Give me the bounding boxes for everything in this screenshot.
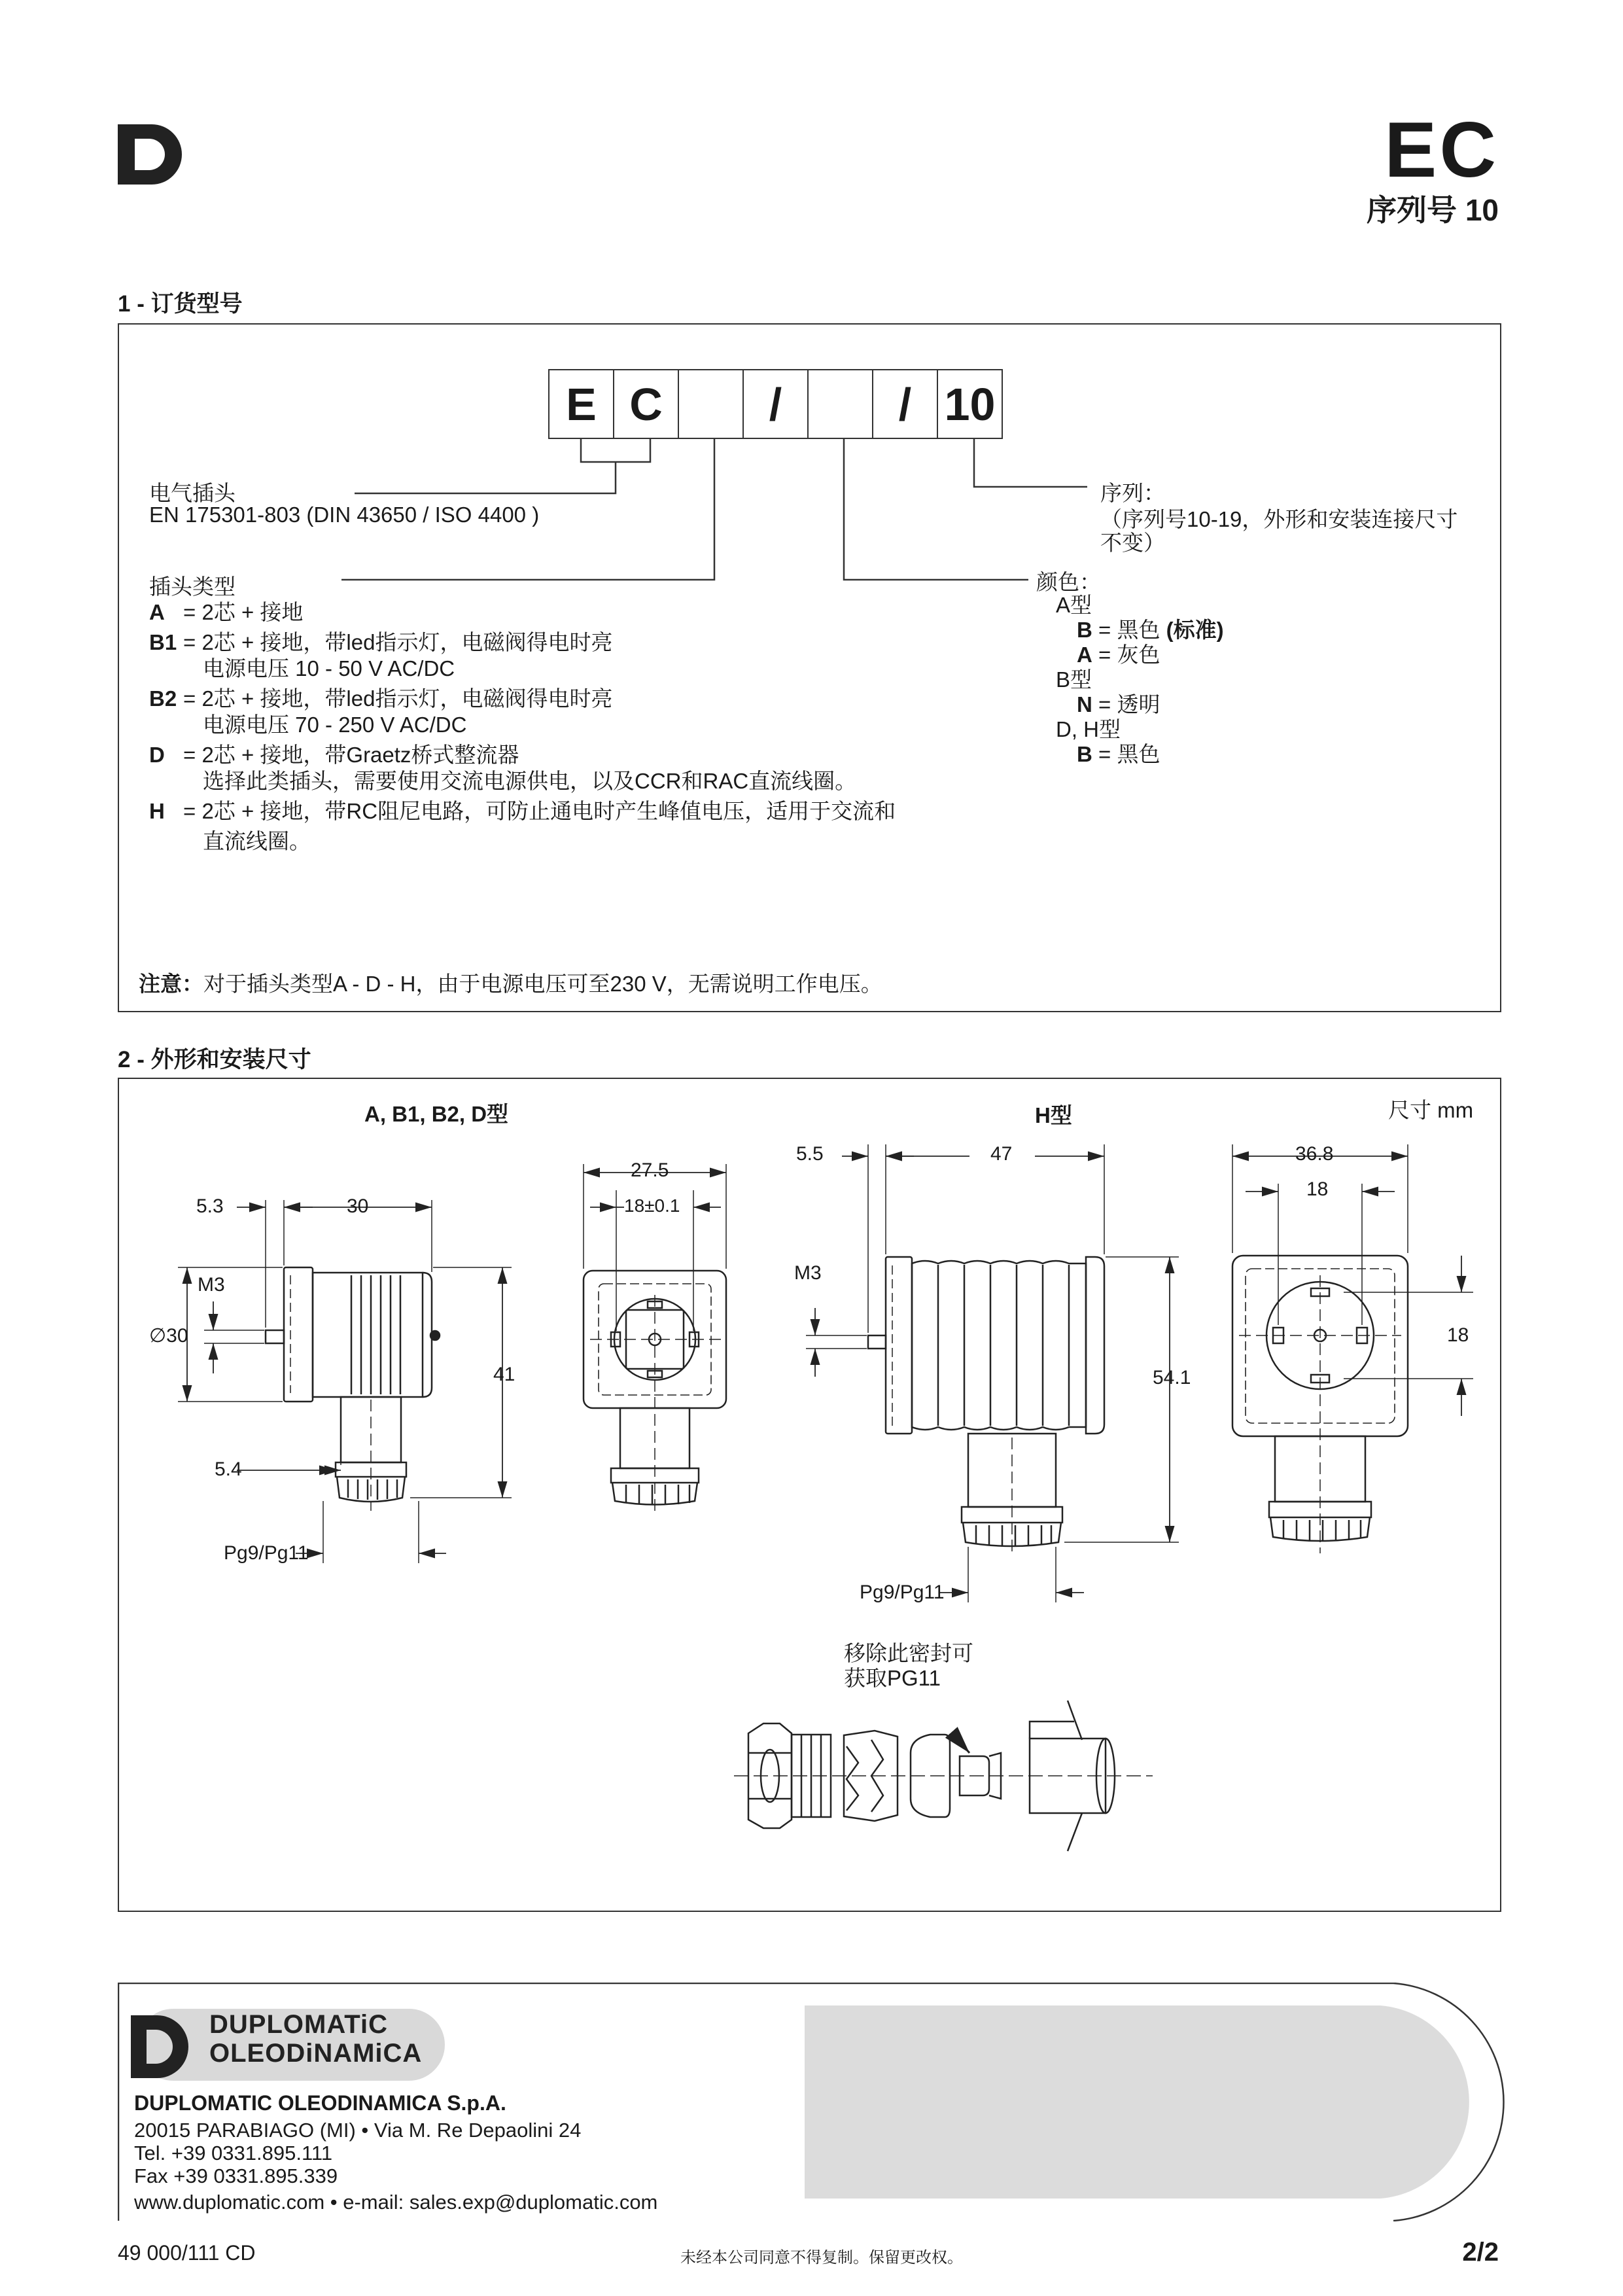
color-a-black: B = 黑色 (标准)	[1077, 618, 1224, 642]
document-number: 49 000/111 CD	[118, 2241, 256, 2265]
dim-5-3: 5.3	[196, 1195, 224, 1217]
company-tel: Tel. +39 0331.895.111	[134, 2142, 333, 2164]
plug-type-h-note: 直流线圈。	[203, 829, 311, 853]
color-group-a-title: A型	[1056, 593, 1092, 617]
remove-seal-note-1: 移除此密封可	[844, 1641, 973, 1665]
color-b-transparent: N = 透明	[1077, 692, 1161, 716]
duplomatic-logo-icon	[118, 124, 183, 190]
section1-title: 1 - 订货型号	[118, 291, 243, 317]
left-drawing-title: A, B1, B2, D型	[364, 1102, 509, 1126]
dim-m3-left: M3	[198, 1274, 225, 1296]
company-web-email[interactable]: www.duplomatic.com • e-mail: sales.exp@duplomatic.com	[134, 2191, 658, 2214]
plug-type-b1-voltage: 电源电压 10 - 50 V AC/DC	[203, 656, 455, 680]
technical-drawings	[119, 1079, 1499, 1910]
dim-27-5: 27.5	[631, 1159, 669, 1181]
company-name: DUPLOMATIC OLEODINAMICA S.p.A.	[134, 2091, 506, 2115]
color-group-b-title: B型	[1056, 667, 1092, 692]
remove-seal-note-2: 获取PG11	[844, 1666, 941, 1690]
brand-line-2: OLEODiNAMiCA	[209, 2039, 423, 2068]
dim-36-8: 36.8	[1295, 1143, 1334, 1165]
dim-47: 47	[990, 1143, 1013, 1165]
note: 注意：对于插头类型A - D - H，由于电源电压可至230 V，无需说明工作电压。	[139, 972, 882, 996]
plug-type-b2: B2 = 2芯 + 接地，带led指示灯，电磁阀得电时亮	[149, 686, 613, 711]
dim-diameter-30: ∅30	[149, 1325, 188, 1347]
dim-18-right-a: 18	[1306, 1178, 1329, 1200]
color-label: 颜色：	[1036, 570, 1101, 594]
code-cell-4: /	[742, 369, 809, 439]
company-address: 20015 PARABIAGO (MI) • Via M. Re Depaolini 24	[134, 2119, 582, 2142]
color-list	[1056, 593, 1224, 767]
dim-m3-right: M3	[794, 1262, 822, 1284]
dimensions-frame	[118, 1078, 1501, 1912]
series-note-2: 不变）	[1100, 531, 1165, 555]
connector-standard: EN 175301-803 (DIN 43650 / ISO 4400 )	[149, 503, 540, 527]
code-cell-7: 10	[937, 369, 1003, 439]
ordering-code-frame	[118, 323, 1501, 1012]
code-cell-6: /	[872, 369, 938, 439]
cable-gland-exploded	[734, 1701, 1153, 1851]
dim-pg-left: Pg9/Pg11	[224, 1542, 309, 1564]
company-fax: Fax +39 0331.895.339	[134, 2164, 338, 2187]
plug-type-list	[149, 599, 896, 855]
page-number: 2/2	[1462, 2238, 1499, 2267]
code-cell-2: C	[613, 369, 679, 439]
plug-type-b2-voltage: 电源电压 70 - 250 V AC/DC	[203, 713, 467, 737]
series-label: 序列：	[1100, 481, 1165, 505]
series-title: 序列号 10	[1367, 193, 1499, 227]
plug-type-d-note: 选择此类插头，需要使用交流电源供电，以及CCR和RAC直流线圈。	[203, 769, 857, 793]
plug-type-a: A = 2芯 + 接地	[149, 600, 304, 624]
brand-line-1: DUPLOMATiC	[209, 2010, 388, 2039]
color-dh-black: B = 黑色	[1077, 742, 1161, 766]
units-label: 尺寸 mm	[1388, 1098, 1474, 1122]
dim-18-right-b: 18	[1447, 1324, 1469, 1346]
plug-type-label: 插头类型	[149, 574, 236, 599]
dim-5-4: 5.4	[215, 1458, 242, 1480]
left-front-view	[584, 1164, 726, 1514]
leader-lines	[119, 325, 1499, 599]
series-note-1: （序列号10-19，外形和安装连接尺寸	[1100, 507, 1458, 531]
left-side-view	[178, 1200, 512, 1563]
code-cell-1: E	[548, 369, 614, 439]
dim-54-1: 54.1	[1153, 1367, 1191, 1388]
dim-pg-right: Pg9/Pg11	[860, 1581, 945, 1603]
plug-type-b1: B1 = 2芯 + 接地，带led指示灯，电磁阀得电时亮	[149, 630, 613, 654]
connector-label: 电气插头	[149, 481, 236, 505]
right-front-view	[1232, 1144, 1473, 1553]
dim-5-5: 5.5	[796, 1143, 824, 1165]
copyright-note: 未经本公司同意不得复制。保留更改权。	[680, 2249, 963, 2267]
plug-type-h: H = 2芯 + 接地，带RC阻尼电路，可防止通电时产生峰值电压，适用于交流和	[149, 799, 896, 823]
right-side-view	[806, 1144, 1179, 1602]
dim-18-tol: 18±0.1	[624, 1195, 680, 1216]
section2-title: 2 - 外形和安装尺寸	[118, 1047, 311, 1072]
dim-41: 41	[493, 1364, 515, 1385]
product-code: EC	[1384, 106, 1499, 194]
color-a-grey: A = 灰色	[1077, 643, 1161, 667]
plug-type-d: D = 2芯 + 接地，带Graetz桥式整流器	[149, 743, 519, 767]
right-drawing-title: H型	[1035, 1103, 1072, 1127]
dim-30: 30	[347, 1195, 369, 1217]
color-group-dh-title: D, H型	[1056, 717, 1121, 741]
